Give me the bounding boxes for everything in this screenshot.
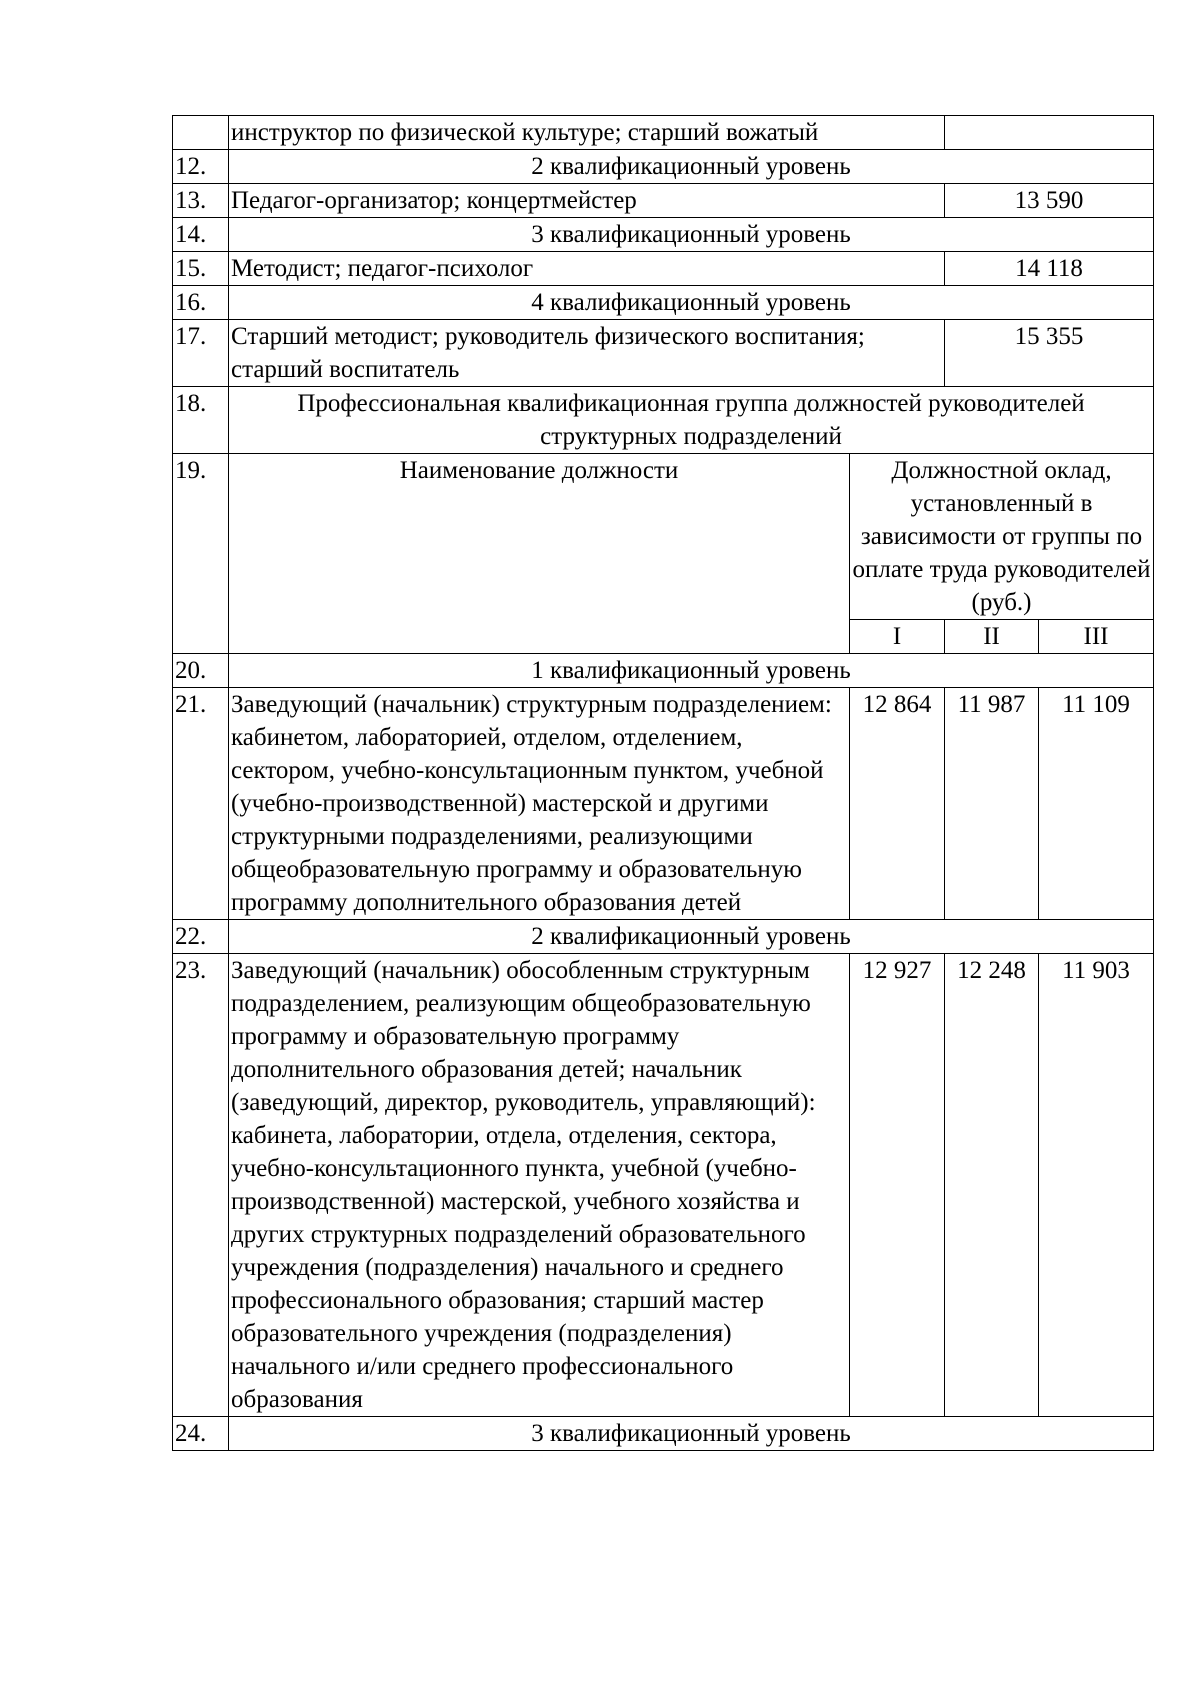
salary-header: Должностной оклад, установленный в зависимости от группы по оплате труда руководителей (руб.) xyxy=(850,454,1154,620)
salary-table xyxy=(172,115,1154,1451)
position-cell: инструктор по физической культуре; старший вожатый xyxy=(229,116,945,150)
table-row xyxy=(173,920,1154,954)
table-row xyxy=(173,320,1154,387)
salary-group-3: 11 903 xyxy=(1039,954,1154,1417)
row-number: 18. xyxy=(173,387,229,454)
table-row xyxy=(173,218,1154,252)
row-number: 16. xyxy=(173,286,229,320)
salary-group-1: 12 864 xyxy=(850,688,945,920)
group-heading: Профессиональная квалификационная группа должностей руководителей структурных подразделений xyxy=(229,387,1154,454)
table-row xyxy=(173,688,1154,920)
level-heading: 4 квалификационный уровень xyxy=(229,286,1154,320)
group-header-2: II xyxy=(945,620,1039,654)
row-number: 12. xyxy=(173,150,229,184)
salary-group-1: 12 927 xyxy=(850,954,945,1417)
position-cell: Заведующий (начальник) структурным подразделением: кабинетом, лабораторией, отделом, отделением, сектором, учебно-консультационным пунктом, учебной (учебно-производственной) мастерской и другими структурными подразделениями, реализующими общеобразовательную программу и образовательную программу дополнительного образования детей xyxy=(229,688,850,920)
table-row xyxy=(173,1417,1154,1451)
table-row xyxy=(173,954,1154,1417)
level-heading: 3 квалификационный уровень xyxy=(229,218,1154,252)
position-cell: Педагог-организатор; концертмейстер xyxy=(229,184,945,218)
group-header-1: I xyxy=(850,620,945,654)
table-row xyxy=(173,454,1154,620)
salary-cell: 14 118 xyxy=(945,252,1154,286)
position-cell: Старший методист; руководитель физического воспитания; старший воспитатель xyxy=(229,320,945,387)
group-header-3: III xyxy=(1039,620,1154,654)
position-header: Наименование должности xyxy=(229,454,850,654)
row-number xyxy=(173,116,229,150)
salary-group-2: 11 987 xyxy=(945,688,1039,920)
table-row xyxy=(173,286,1154,320)
row-number: 23. xyxy=(173,954,229,1417)
table-row xyxy=(173,150,1154,184)
table-row xyxy=(173,252,1154,286)
row-number: 22. xyxy=(173,920,229,954)
table-row xyxy=(173,184,1154,218)
level-heading: 3 квалификационный уровень xyxy=(229,1417,1154,1451)
table-row xyxy=(173,654,1154,688)
level-heading: 2 квалификационный уровень xyxy=(229,150,1154,184)
row-number: 17. xyxy=(173,320,229,387)
salary-cell: 13 590 xyxy=(945,184,1154,218)
row-number: 14. xyxy=(173,218,229,252)
table-row xyxy=(173,387,1154,454)
row-number: 19. xyxy=(173,454,229,654)
row-number: 15. xyxy=(173,252,229,286)
salary-cell: 15 355 xyxy=(945,320,1154,387)
row-number: 13. xyxy=(173,184,229,218)
level-heading: 1 квалификационный уровень xyxy=(229,654,1154,688)
level-heading: 2 квалификационный уровень xyxy=(229,920,1154,954)
position-cell: Заведующий (начальник) обособленным структурным подразделением, реализующим общеобразовательную программу и образовательную программу дополнительного образования детей; начальник (заведующий, директор, руководитель, управляющий): кабинета, лаборатории, отдела, отделения, сектора, учебно-консультационного пункта, учебной (учебно-производственной) мастерской, учебного хозяйства и других структурных подразделений образовательного учреждения (подразделения) начального и среднего профессионального образования; старший мастер образовательного учреждения (подразделения) начального и/или среднего профессионального образования xyxy=(229,954,850,1417)
row-number: 21. xyxy=(173,688,229,920)
salary-group-3: 11 109 xyxy=(1039,688,1154,920)
position-cell: Методист; педагог-психолог xyxy=(229,252,945,286)
salary-cell xyxy=(945,116,1154,150)
salary-group-2: 12 248 xyxy=(945,954,1039,1417)
row-number: 24. xyxy=(173,1417,229,1451)
table-row xyxy=(173,116,1154,150)
row-number: 20. xyxy=(173,654,229,688)
